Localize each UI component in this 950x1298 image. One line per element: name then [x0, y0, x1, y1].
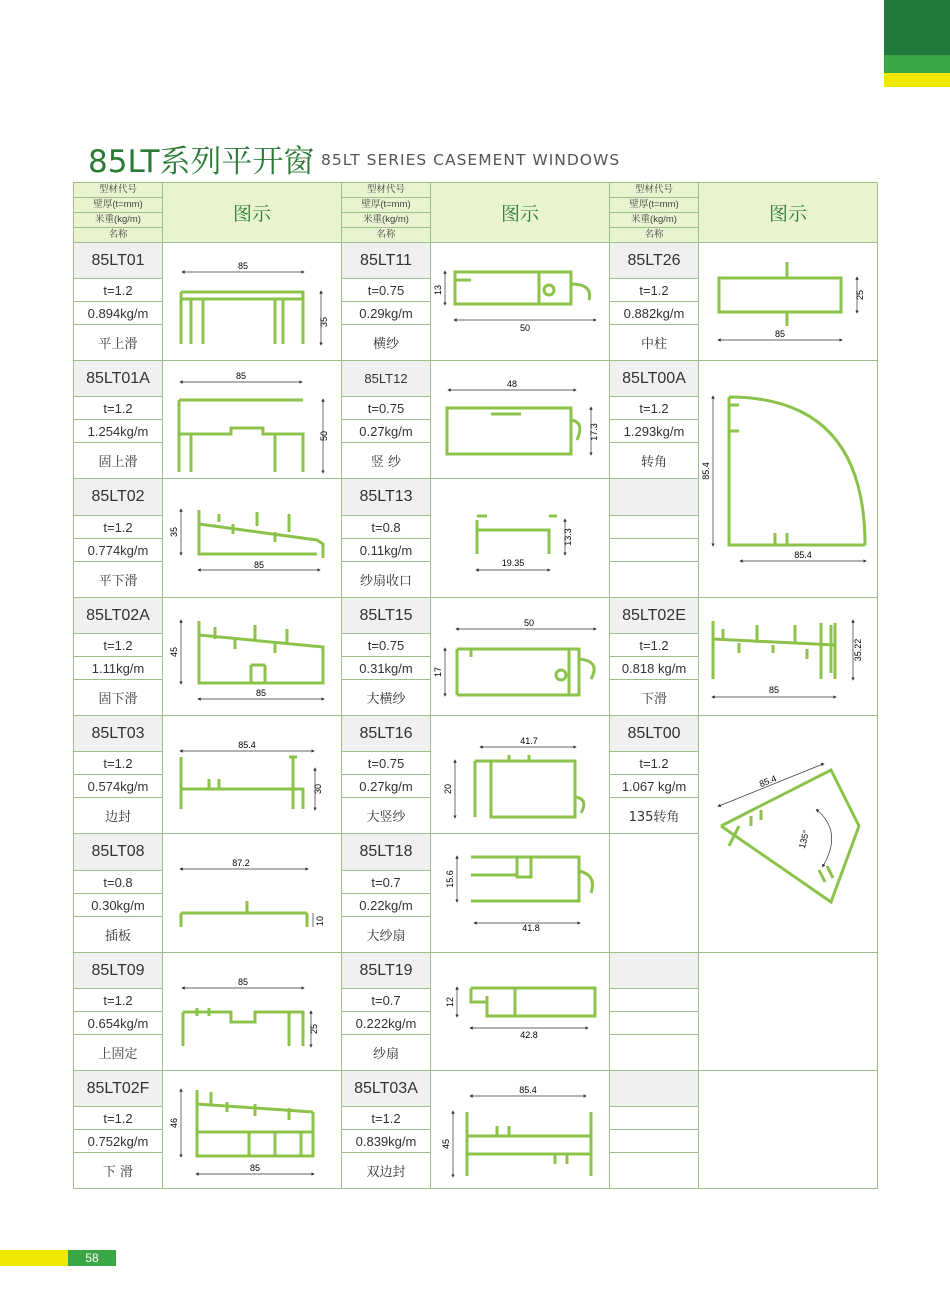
profile-name: 纱扇收口 — [342, 562, 431, 598]
profile-code: 85LT03 — [74, 716, 163, 752]
svg-text:35: 35 — [319, 316, 329, 327]
svg-text:85: 85 — [235, 370, 247, 381]
profile-thickness: t=1.2 — [74, 989, 163, 1012]
profile-code: 85LT12 — [342, 361, 431, 397]
corner-decoration-yellow — [884, 73, 950, 87]
profile-weight: 0.27kg/m — [342, 775, 431, 798]
profile-figure — [431, 953, 610, 1071]
profile-figure — [699, 243, 878, 361]
svg-text:50: 50 — [523, 617, 535, 628]
svg-text:85: 85 — [253, 560, 265, 570]
header-thickness: 壁厚(t=mm) — [74, 198, 163, 213]
profile-weight: 0.574kg/m — [74, 775, 163, 798]
profile-code: 85LT00A — [610, 361, 699, 397]
profile-name: 大纱扇 — [342, 917, 431, 953]
profile-weight: 0.818 kg/m — [610, 657, 699, 680]
svg-text:41.7: 41.7 — [520, 735, 538, 746]
svg-text:85: 85 — [255, 687, 267, 698]
svg-text:85: 85 — [237, 260, 249, 271]
profile-thickness: t=1.2 — [74, 516, 163, 539]
product-table — [73, 182, 878, 1189]
page-number: 58 — [68, 1250, 116, 1266]
profile-name: 上固定 — [74, 1035, 163, 1071]
profile-figure — [431, 243, 610, 361]
profile-thickness: t=0.75 — [342, 752, 431, 775]
profile-thickness: t=0.7 — [342, 871, 431, 894]
page-subtitle: 85LT SERIES CASEMENT WINDOWS — [321, 151, 621, 169]
profile-thickness: t=1.2 — [610, 634, 699, 657]
svg-text:20: 20 — [443, 783, 453, 794]
svg-text:85: 85 — [768, 684, 780, 695]
profile-name: 双边封 — [342, 1153, 431, 1189]
profile-weight: 0.752kg/m — [74, 1130, 163, 1153]
profile-name: 固下滑 — [74, 680, 163, 716]
profile-name: 平上滑 — [74, 325, 163, 361]
profile-name: 竖 纱 — [342, 443, 431, 479]
profile-name: 大横纱 — [342, 680, 431, 716]
empty-cell — [610, 539, 699, 562]
profile-code: 85LT19 — [342, 953, 431, 989]
profile-name: 横纱 — [342, 325, 431, 361]
profile-weight: 1.11kg/m — [74, 657, 163, 680]
svg-text:87.2: 87.2 — [232, 858, 250, 868]
profile-code: 85LT02F — [74, 1071, 163, 1107]
profile-code: 85LT01A — [74, 361, 163, 397]
header-code: 型材代号 — [74, 183, 163, 198]
profile-figure — [163, 834, 342, 953]
profile-thickness: t=1.2 — [74, 752, 163, 775]
profile-thickness: t=1.2 — [74, 397, 163, 420]
profile-thickness: t=1.2 — [74, 634, 163, 657]
profile-figure — [431, 479, 610, 598]
empty-cell — [610, 1107, 699, 1130]
empty-cell — [610, 1130, 699, 1153]
profile-name: 转角 — [610, 443, 699, 479]
svg-text:50: 50 — [319, 430, 329, 441]
profile-name: 135转角 — [610, 798, 699, 834]
svg-text:85: 85 — [774, 328, 786, 339]
header-figure: 图示 — [699, 183, 878, 243]
empty-cell — [610, 516, 699, 539]
svg-text:35: 35 — [169, 526, 179, 538]
profile-weight: 0.22kg/m — [342, 894, 431, 917]
profile-name: 插板 — [74, 917, 163, 953]
svg-text:30: 30 — [313, 783, 323, 794]
svg-text:13.3: 13.3 — [563, 528, 573, 546]
svg-text:48: 48 — [506, 378, 518, 389]
svg-text:50: 50 — [519, 322, 531, 333]
header-thickness: 壁厚(t=mm) — [342, 198, 431, 213]
svg-text:12: 12 — [445, 996, 455, 1007]
profile-code: 85LT02E — [610, 598, 699, 634]
svg-text:85.4: 85.4 — [794, 550, 812, 560]
profile-code: 85LT11 — [342, 243, 431, 279]
profile-weight: 0.31kg/m — [342, 657, 431, 680]
profile-weight: 0.894kg/m — [74, 302, 163, 325]
profile-thickness: t=0.75 — [342, 279, 431, 302]
profile-figure — [163, 953, 342, 1071]
profile-code: 85LT02 — [74, 479, 163, 516]
profile-figure — [431, 716, 610, 834]
profile-figure — [431, 361, 610, 479]
profile-thickness: t=1.2 — [610, 752, 699, 775]
header-thickness: 壁厚(t=mm) — [610, 198, 699, 213]
profile-figure — [431, 598, 610, 716]
profile-thickness: t=0.8 — [74, 871, 163, 894]
header-figure: 图示 — [163, 183, 342, 243]
profile-code: 85LT08 — [74, 834, 163, 871]
profile-name: 固上滑 — [74, 443, 163, 479]
profile-name: 下滑 — [610, 680, 699, 716]
profile-weight: 0.222kg/m — [342, 1012, 431, 1035]
header-figure: 图示 — [431, 183, 610, 243]
profile-code: 85LT02A — [74, 598, 163, 634]
svg-text:25: 25 — [855, 289, 865, 300]
svg-text:85.4: 85.4 — [757, 773, 778, 790]
profile-weight: 1.293kg/m — [610, 420, 699, 443]
footer-bar-yellow — [0, 1250, 68, 1266]
empty-cell — [610, 1153, 699, 1189]
profile-thickness: t=0.7 — [342, 989, 431, 1012]
empty-figure-cell — [699, 953, 878, 1071]
svg-text:13: 13 — [433, 284, 443, 295]
header-weight: 米重(kg/m) — [342, 213, 431, 228]
empty-figure-cell — [699, 1071, 878, 1189]
svg-text:15.6: 15.6 — [445, 870, 455, 888]
profile-weight: 0.654kg/m — [74, 1012, 163, 1035]
profile-code: 85LT15 — [342, 598, 431, 634]
svg-text:19.35: 19.35 — [501, 558, 525, 568]
svg-text:10: 10 — [315, 915, 325, 927]
profile-weight: 0.29kg/m — [342, 302, 431, 325]
svg-text:46: 46 — [169, 1117, 179, 1128]
svg-text:85: 85 — [237, 976, 249, 987]
svg-text:35.22: 35.22 — [853, 638, 863, 661]
profile-figure — [699, 716, 878, 953]
empty-cell — [610, 1035, 699, 1071]
profile-name: 中柱 — [610, 325, 699, 361]
svg-text:17.3: 17.3 — [589, 422, 599, 441]
svg-text:17: 17 — [433, 666, 443, 677]
profile-figure — [163, 1071, 342, 1189]
profile-thickness: t=0.75 — [342, 634, 431, 657]
profile-name: 平下滑 — [74, 562, 163, 598]
header-code: 型材代号 — [342, 183, 431, 198]
profile-thickness: t=0.8 — [342, 516, 431, 539]
profile-code: 85LT03A — [342, 1071, 431, 1107]
profile-weight: 0.774kg/m — [74, 539, 163, 562]
empty-cell — [610, 1012, 699, 1035]
profile-name: 下 滑 — [74, 1153, 163, 1189]
profile-figure — [163, 361, 342, 479]
profile-weight: 0.882kg/m — [610, 302, 699, 325]
profile-code: 85LT01 — [74, 243, 163, 279]
profile-figure — [431, 1071, 610, 1189]
empty-cell — [610, 1071, 699, 1107]
empty-cell — [610, 562, 699, 598]
profile-name: 大竖纱 — [342, 798, 431, 834]
svg-text:45: 45 — [169, 646, 179, 657]
svg-text:85.4: 85.4 — [701, 462, 711, 480]
profile-code: 85LT18 — [342, 834, 431, 871]
profile-weight: 0.27kg/m — [342, 420, 431, 443]
profile-name: 纱扇 — [342, 1035, 431, 1071]
header-name: 名称 — [74, 228, 163, 243]
svg-text:85.4: 85.4 — [519, 1084, 537, 1095]
profile-figure — [163, 716, 342, 834]
profile-weight: 0.30kg/m — [74, 894, 163, 917]
empty-cell — [610, 953, 699, 989]
page-title: 85LT系列平开窗 — [88, 144, 315, 180]
profile-weight: 1.067 kg/m — [610, 775, 699, 798]
profile-code: 85LT13 — [342, 479, 431, 516]
profile-weight: 0.839kg/m — [342, 1130, 431, 1153]
header-name: 名称 — [610, 228, 699, 243]
header-code: 型材代号 — [610, 183, 699, 198]
empty-cell — [610, 479, 699, 516]
profile-thickness: t=1.2 — [74, 279, 163, 302]
profile-thickness: t=1.2 — [74, 1107, 163, 1130]
profile-figure — [163, 243, 342, 361]
profile-figure — [163, 479, 342, 598]
svg-text:41.8: 41.8 — [522, 923, 540, 933]
profile-code: 85LT16 — [342, 716, 431, 752]
profile-figure — [699, 361, 878, 598]
profile-figure — [699, 598, 878, 716]
header-weight: 米重(kg/m) — [610, 213, 699, 228]
profile-figure — [431, 834, 610, 953]
profile-thickness: t=1.2 — [610, 279, 699, 302]
profile-name: 边封 — [74, 798, 163, 834]
svg-text:25: 25 — [309, 1023, 319, 1034]
corner-decoration-green — [884, 55, 950, 73]
profile-code: 85LT00 — [610, 716, 699, 752]
profile-weight: 1.254kg/m — [74, 420, 163, 443]
header-name: 名称 — [342, 228, 431, 243]
profile-thickness: t=1.2 — [342, 1107, 431, 1130]
svg-text:85: 85 — [249, 1162, 261, 1173]
svg-text:135°: 135° — [796, 828, 812, 850]
profile-figure — [163, 598, 342, 716]
svg-text:45: 45 — [441, 1138, 451, 1149]
corner-decoration-dark — [884, 0, 950, 55]
svg-text:85.4: 85.4 — [238, 739, 256, 750]
profile-weight: 0.11kg/m — [342, 539, 431, 562]
profile-code: 85LT26 — [610, 243, 699, 279]
svg-text:42.8: 42.8 — [520, 1029, 538, 1040]
profile-thickness: t=1.2 — [610, 397, 699, 420]
profile-code: 85LT09 — [74, 953, 163, 989]
profile-thickness: t=0.75 — [342, 397, 431, 420]
header-weight: 米重(kg/m) — [74, 213, 163, 228]
empty-cell — [610, 989, 699, 1012]
